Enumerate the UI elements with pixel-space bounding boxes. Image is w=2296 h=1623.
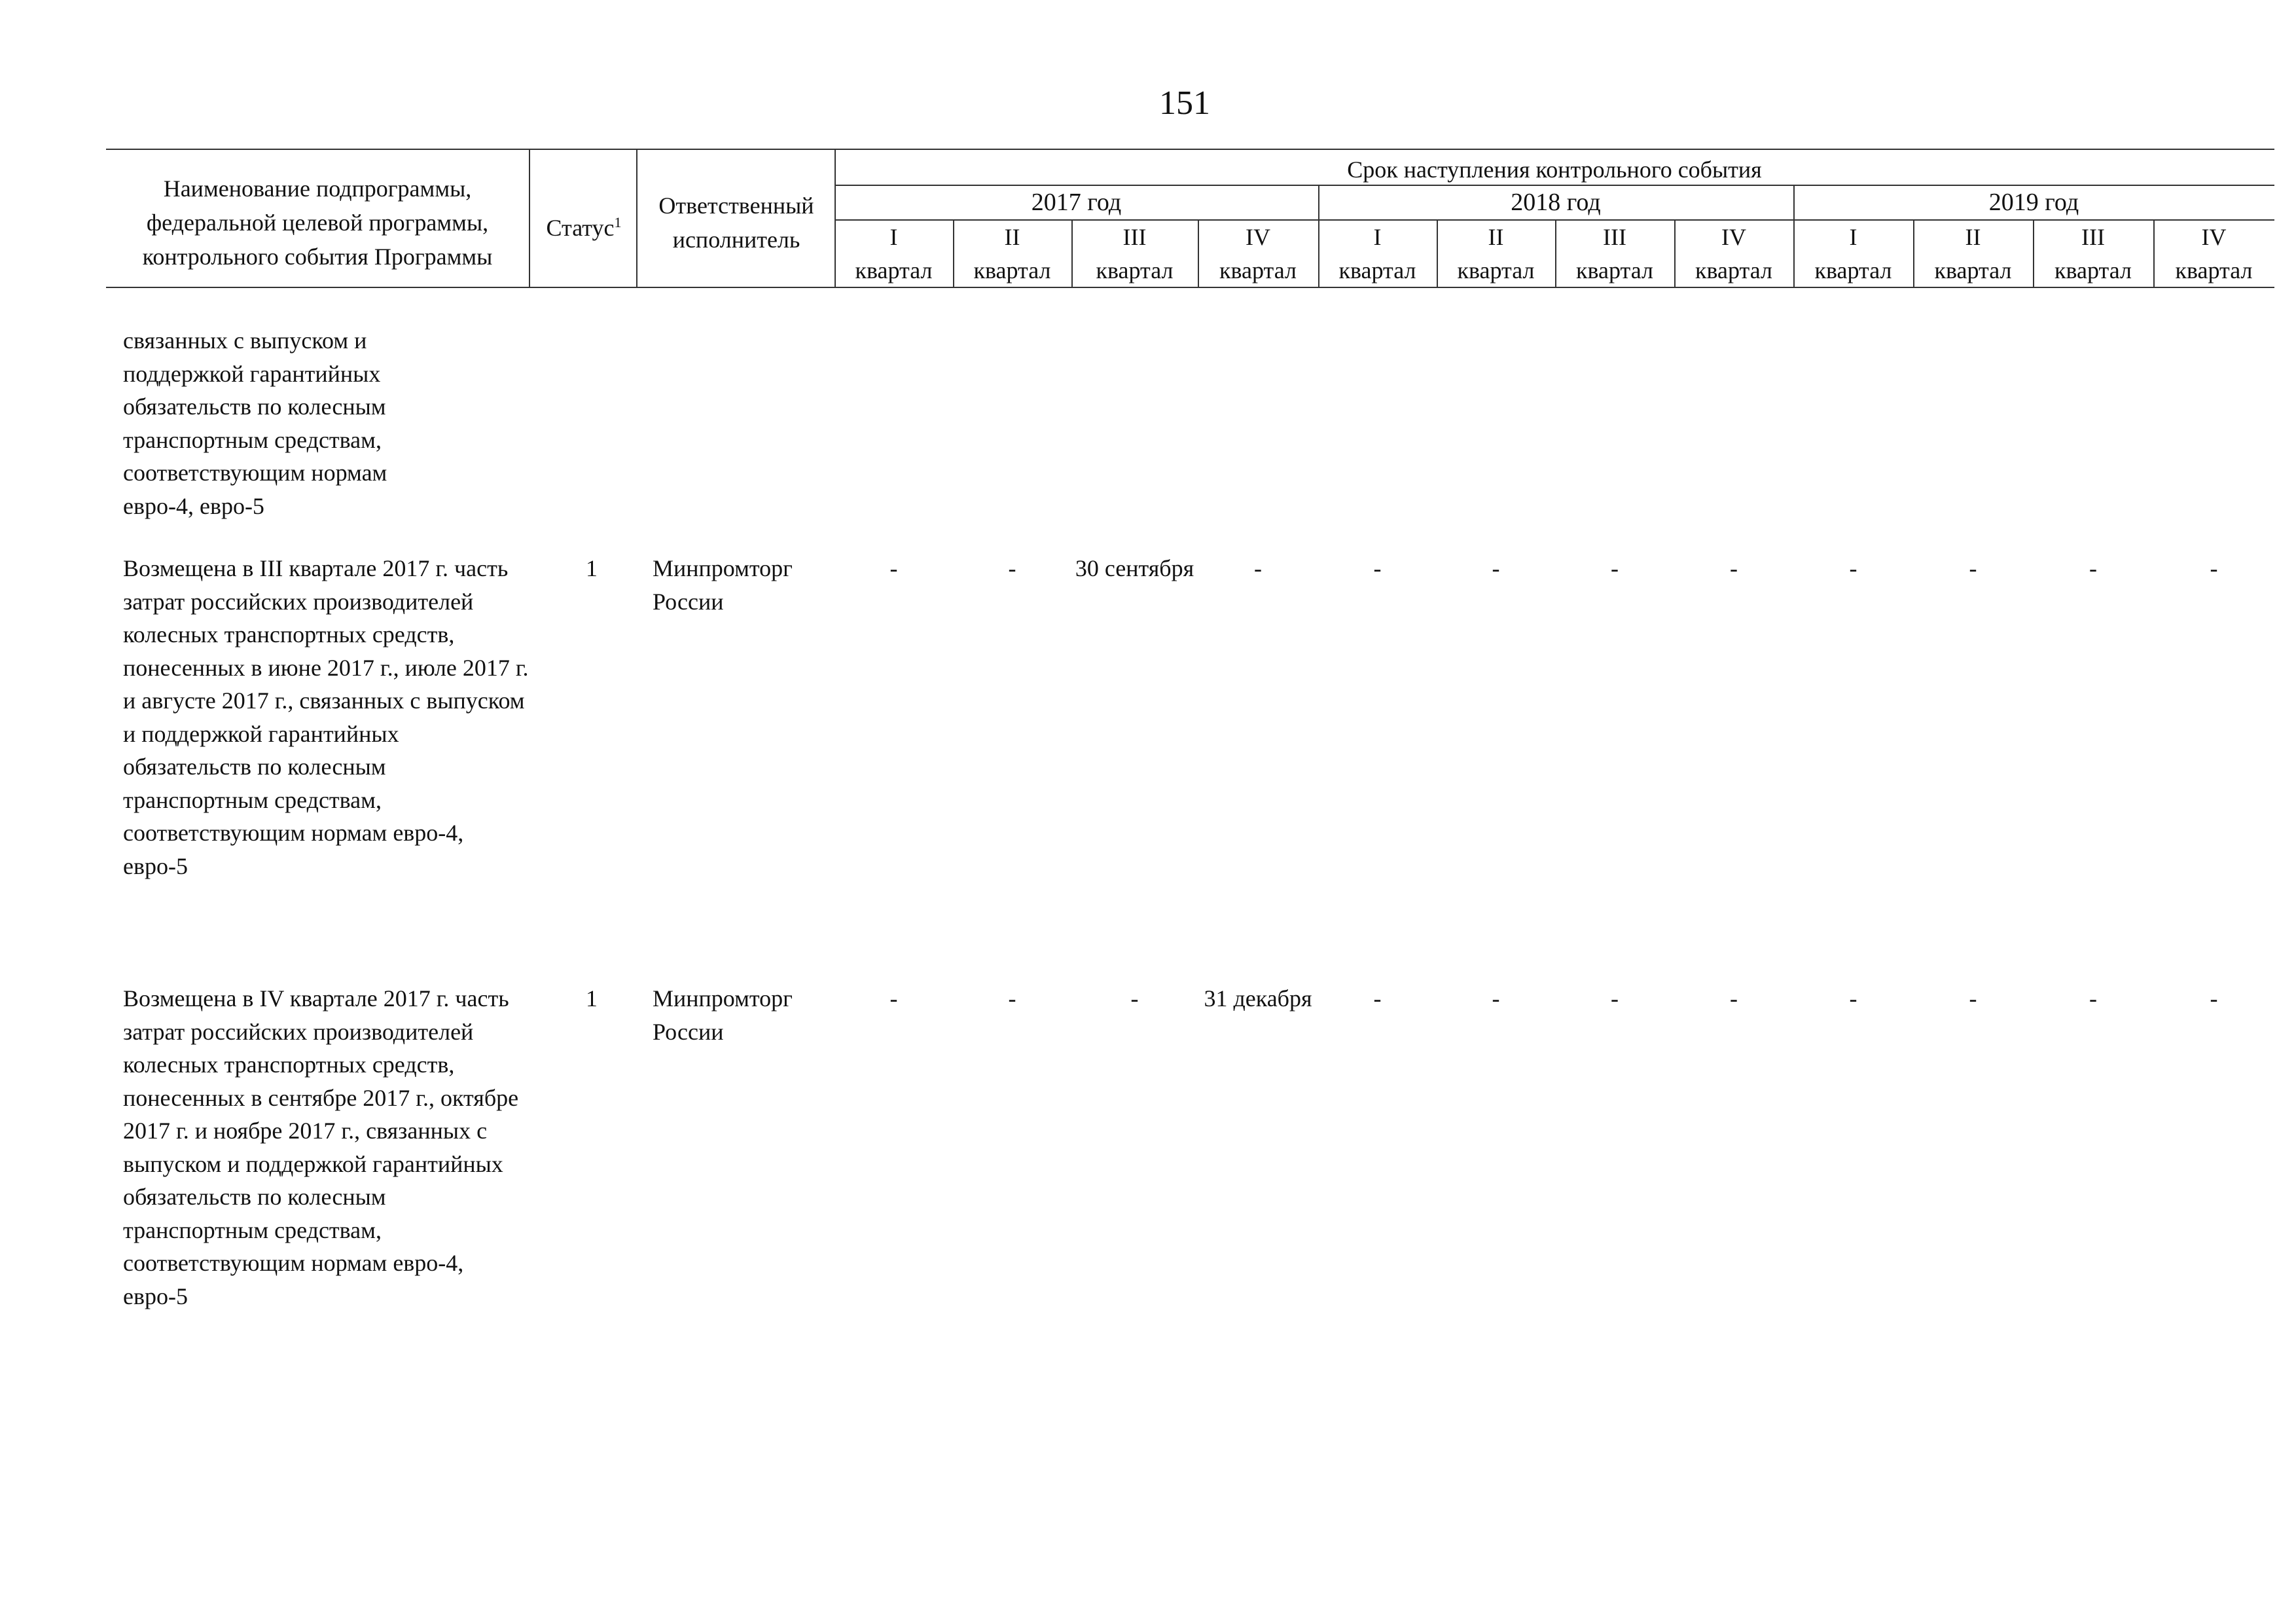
column-divider	[529, 149, 530, 287]
row-quarter-value: -	[1492, 555, 1500, 581]
row-quarter-value: -	[1730, 985, 1738, 1012]
table-header-bottom-border	[106, 287, 2274, 288]
quarter-numeral: III	[1603, 224, 1626, 250]
row-quarter-value: -	[2210, 555, 2218, 581]
row-event-name: Возмещена в III квартале 2017 г. часть затрат российских производителей колесных транспортных средств, понесенных в июне 2017 г., июле 2017 г. и августе 2017 г., связанных с выпуском и поддержкой гарантийных обязательств по колесным транспортным средствам, соответствующим нормам евро-4, евро-5	[123, 555, 529, 879]
quarter-word: квартал	[1695, 257, 1772, 283]
quarter-numeral: I	[1849, 224, 1857, 250]
quarter-numeral: IV	[1721, 224, 1746, 250]
header-term-title: Срок наступления контрольного события	[1347, 156, 1762, 183]
quarter-word: квартал	[2054, 257, 2132, 283]
year-header: 2018 год	[1511, 189, 1601, 216]
row-quarter-value: -	[1611, 555, 1619, 581]
row-quarter-value: 30 сентября	[1075, 555, 1194, 581]
row-event-name: Возмещена в IV квартале 2017 г. часть затрат российских производителей колесных транспортных средств, понесенных в сентябре 2017 г., октябре 2017 г. и ноябре 2017 г., связанных с выпуском и поддержкой гарантийных обязательств по колесным транспортным средствам, соответствующим нормам евро-4, евро-5	[123, 985, 519, 1309]
quarter-word: квартал	[1219, 257, 1297, 283]
row-quarter-value: -	[1130, 985, 1139, 1012]
quarter-word: квартал	[1814, 257, 1892, 283]
header-status-label: Статус	[546, 215, 615, 241]
row-event-name: связанных с выпуском и поддержкой гарантийных обязательств по колесным транспортным средствам, соответствующим нормам евро-4, евро-5	[123, 327, 387, 519]
quarter-word: квартал	[1934, 257, 2012, 283]
row-quarter-value: -	[2089, 985, 2097, 1012]
quarter-word: квартал	[973, 257, 1051, 283]
quarter-numeral: II	[1488, 224, 1504, 250]
table-top-border	[106, 149, 2274, 150]
row-status: 1	[586, 985, 598, 1012]
row-quarter-value: -	[1611, 985, 1619, 1012]
quarter-numeral: II	[1965, 224, 1981, 250]
row-quarter-value: -	[1969, 985, 1977, 1012]
header-status-column	[531, 206, 636, 245]
row-quarter-value: -	[1849, 555, 1857, 581]
row-quarter-value: -	[1849, 985, 1857, 1012]
quarter-numeral: I	[889, 224, 898, 250]
row-status: 1	[586, 555, 598, 581]
quarter-numeral: IV	[1246, 224, 1270, 250]
header-status-footnote: 1	[614, 214, 622, 230]
quarter-word: квартал	[855, 257, 933, 283]
row-quarter-value: -	[2089, 555, 2097, 581]
quarter-word: квартал	[1576, 257, 1653, 283]
row-responsible: Минпромторг России	[653, 985, 793, 1045]
row-responsible: Минпромторг России	[653, 555, 793, 615]
quarter-numeral: III	[1122, 224, 1147, 250]
quarter-word: квартал	[1338, 257, 1416, 283]
row-quarter-value: -	[1373, 985, 1382, 1012]
year-header: 2019 год	[1988, 189, 2079, 216]
row-quarter-value: 31 декабря	[1204, 985, 1312, 1012]
row-quarter-value: -	[1969, 555, 1977, 581]
quarter-numeral: III	[2081, 224, 2105, 250]
row-quarter-value: -	[1008, 555, 1016, 581]
row-quarter-value: -	[2210, 985, 2218, 1012]
row-quarter-value: -	[1254, 555, 1262, 581]
row-quarter-value: -	[889, 985, 898, 1012]
quarter-word: квартал	[1457, 257, 1535, 283]
column-divider	[636, 149, 637, 287]
year-header: 2017 год	[1031, 189, 1122, 216]
row-quarter-value: -	[1373, 555, 1382, 581]
header-responsible-column: Ответственный исполнитель	[658, 192, 814, 253]
row-quarter-value: -	[1730, 555, 1738, 581]
row-quarter-value: -	[1008, 985, 1016, 1012]
quarter-numeral: II	[1004, 224, 1020, 250]
page-number: 151	[1159, 84, 1210, 122]
quarter-numeral: I	[1373, 224, 1382, 250]
quarter-numeral: IV	[2201, 224, 2227, 250]
quarter-word: квартал	[2175, 257, 2253, 283]
row-quarter-value: -	[1492, 985, 1500, 1012]
quarter-word: квартал	[1096, 257, 1174, 283]
header-name-column: Наименование подпрограммы, федеральной целевой программы, контрольного события Программы	[142, 175, 493, 270]
row-quarter-value: -	[889, 555, 898, 581]
